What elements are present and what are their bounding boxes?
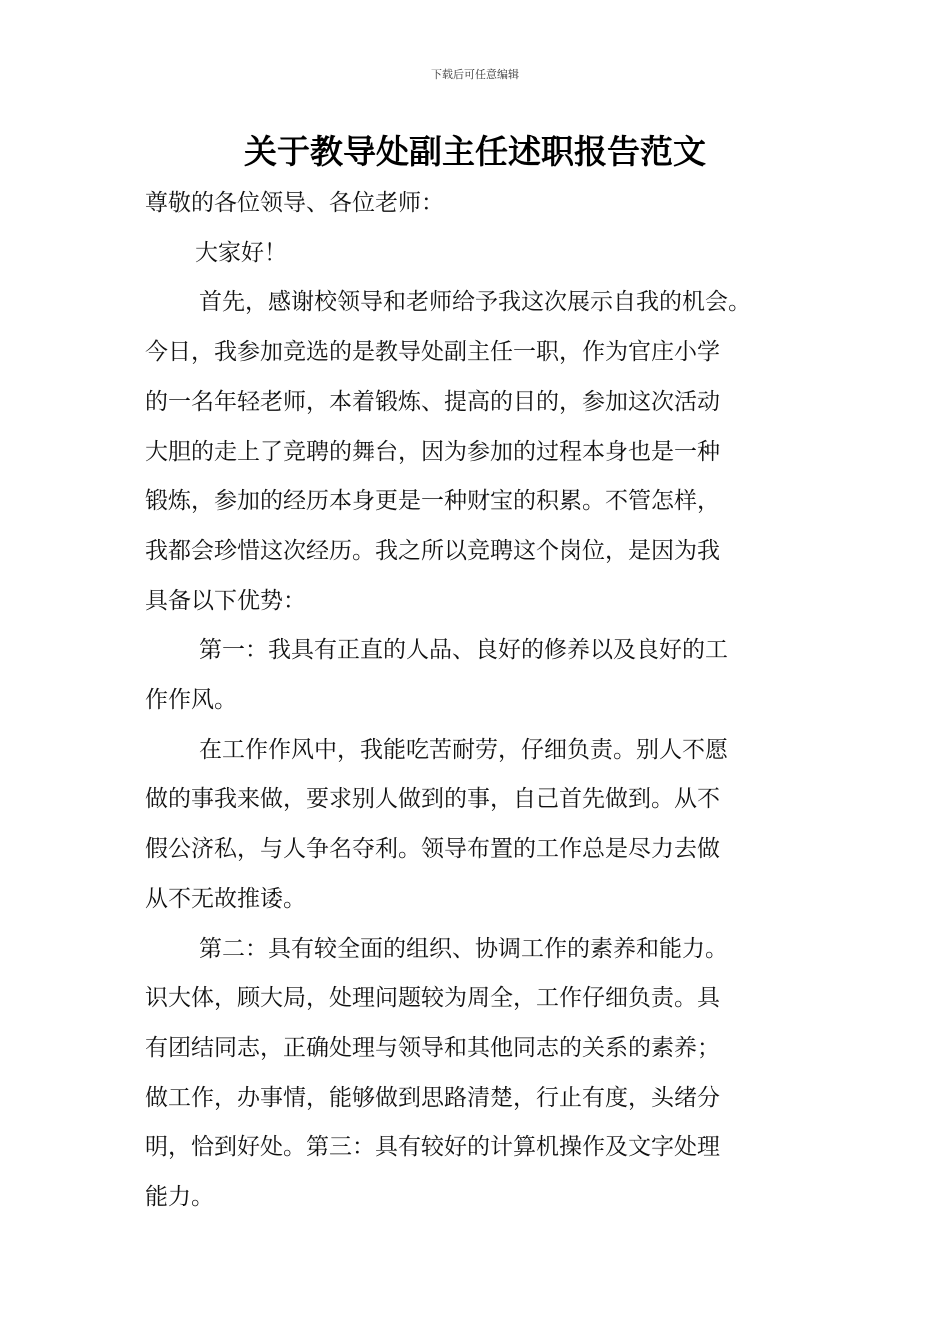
paragraph-line: 首先，感谢校领导和老师给予我这次展示自我的机会。	[199, 289, 751, 316]
paragraph-line: 假公济私，与人争名夺利。领导布置的工作总是尽力去做	[145, 836, 720, 863]
paragraph-line: 第一：我具有正直的人品、良好的修养以及良好的工	[199, 637, 728, 664]
paragraph-line: 具备以下优势：	[145, 587, 306, 614]
header-note: 下载后可任意编辑	[431, 68, 519, 81]
document-body	[145, 179, 835, 1223]
paragraph-line: 第二：具有较全面的组织、协调工作的素养和能力。	[199, 935, 728, 962]
salutation: 尊敬的各位领导、各位老师：	[145, 190, 444, 216]
paragraph-line: 从不无故推诿。	[145, 885, 306, 912]
paragraph-line: 大胆的走上了竞聘的舞台，因为参加的过程本身也是一种	[145, 438, 720, 465]
document-title: 关于教导处副主任述职报告范文	[244, 132, 706, 171]
paragraph-line: 识大体，顾大局，处理问题较为周全，工作仔细负责。具	[145, 985, 720, 1012]
paragraph-line: 做工作，办事情，能够做到思路清楚，行止有度，头绪分	[145, 1084, 720, 1111]
paragraph-line: 能力。	[145, 1184, 214, 1211]
paragraph-line: 作作风。	[145, 687, 237, 714]
paragraph-line: 锻炼，参加的经历本身更是一种财宝的积累。不管怎样，	[145, 488, 720, 515]
paragraph-line: 有团结同志，正确处理与领导和其他同志的关系的素养；	[145, 1034, 720, 1061]
paragraph-line: 今日，我参加竞选的是教导处副主任一职，作为官庄小学	[145, 339, 720, 366]
paragraph-line: 做的事我来做，要求别人做到的事，自己首先做到。从不	[145, 786, 720, 813]
paragraph-line: 明，恰到好处。第三：具有较好的计算机操作及文字处理	[145, 1134, 720, 1161]
paragraph-line: 在工作作风中，我能吃苦耐劳，仔细负责。别人不愿	[199, 736, 728, 763]
greeting: 大家好！	[195, 239, 287, 266]
paragraph-line: 我都会珍惜这次经历。我之所以竞聘这个岗位，是因为我	[145, 537, 720, 564]
paragraph-line: 的一名年轻老师，本着锻炼、提高的目的，参加这次活动	[145, 388, 720, 415]
